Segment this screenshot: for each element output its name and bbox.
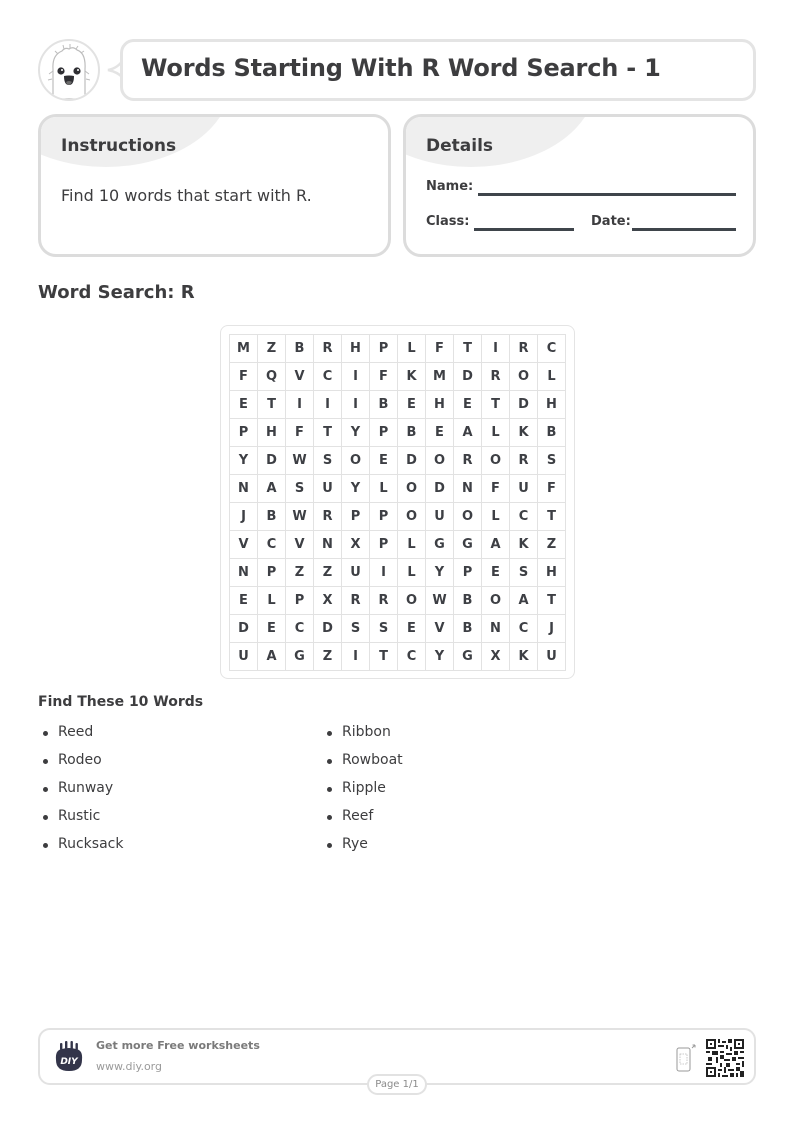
grid-cell[interactable]: O: [482, 447, 510, 475]
word-list-right: [322, 722, 403, 862]
grid-cell[interactable]: S: [342, 615, 370, 643]
page-title: Words Starting With R Word Search - 1: [141, 54, 661, 82]
grid-cell[interactable]: Y: [426, 559, 454, 587]
grid-cell[interactable]: Z: [286, 559, 314, 587]
instructions-text: Find 10 words that start with R.: [61, 186, 312, 205]
grid-cell[interactable]: B: [398, 419, 426, 447]
grid-cell[interactable]: S: [510, 559, 538, 587]
grid-cell[interactable]: E: [454, 391, 482, 419]
grid-cell[interactable]: J: [538, 615, 566, 643]
word-list-left: [38, 722, 123, 862]
word-search-panel: [220, 325, 575, 679]
grid-cell[interactable]: P: [342, 503, 370, 531]
instructions-heading: Instructions: [61, 136, 177, 156]
grid-cell[interactable]: C: [286, 615, 314, 643]
grid-cell[interactable]: O: [454, 503, 482, 531]
grid-cell[interactable]: U: [538, 643, 566, 671]
grid-cell[interactable]: X: [314, 587, 342, 615]
word-item: Reef: [322, 806, 403, 834]
grid-cell[interactable]: Q: [258, 363, 286, 391]
grid-cell[interactable]: M: [426, 363, 454, 391]
grid-cell[interactable]: I: [314, 391, 342, 419]
grid-cell[interactable]: G: [426, 531, 454, 559]
grid-cell[interactable]: C: [538, 335, 566, 363]
details-heading: Details: [426, 136, 494, 156]
grid-cell[interactable]: C: [510, 615, 538, 643]
grid-cell[interactable]: E: [258, 615, 286, 643]
grid-cell[interactable]: L: [482, 503, 510, 531]
grid-cell[interactable]: D: [454, 363, 482, 391]
grid-cell[interactable]: N: [230, 475, 258, 503]
grid-cell[interactable]: B: [454, 615, 482, 643]
mascot-avatar: [38, 39, 100, 101]
grid-cell[interactable]: V: [286, 531, 314, 559]
grid-cell[interactable]: O: [398, 475, 426, 503]
page-indicator: Page 1/1: [367, 1074, 427, 1095]
grid-cell[interactable]: T: [454, 335, 482, 363]
grid-cell[interactable]: L: [398, 531, 426, 559]
grid-cell[interactable]: N: [314, 531, 342, 559]
grid-cell[interactable]: A: [510, 587, 538, 615]
grid-cell[interactable]: R: [482, 363, 510, 391]
grid-cell[interactable]: Z: [538, 531, 566, 559]
grid-cell[interactable]: J: [230, 503, 258, 531]
grid-cell[interactable]: G: [454, 531, 482, 559]
grid-cell[interactable]: T: [314, 419, 342, 447]
grid-cell[interactable]: R: [370, 587, 398, 615]
details-card: [403, 114, 756, 257]
grid-cell[interactable]: F: [370, 363, 398, 391]
grid-cell[interactable]: Z: [258, 335, 286, 363]
grid-cell[interactable]: L: [370, 475, 398, 503]
grid-cell[interactable]: U: [342, 559, 370, 587]
grid-cell[interactable]: L: [258, 587, 286, 615]
title-banner: [120, 39, 756, 101]
grid-cell[interactable]: B: [454, 587, 482, 615]
grid-cell[interactable]: R: [454, 447, 482, 475]
word-item: Ribbon: [322, 722, 403, 750]
grid-cell[interactable]: R: [510, 447, 538, 475]
grid-cell[interactable]: E: [398, 391, 426, 419]
grid-cell[interactable]: R: [314, 335, 342, 363]
grid-cell[interactable]: P: [258, 559, 286, 587]
word-search-grid: [229, 334, 566, 671]
grid-cell[interactable]: I: [342, 363, 370, 391]
grid-cell[interactable]: C: [398, 643, 426, 671]
yeti-mascot-icon: [40, 41, 98, 99]
grid-cell[interactable]: W: [426, 587, 454, 615]
grid-cell[interactable]: Y: [342, 475, 370, 503]
grid-cell[interactable]: D: [230, 615, 258, 643]
grid-cell[interactable]: V: [426, 615, 454, 643]
grid-cell[interactable]: E: [398, 615, 426, 643]
grid-cell[interactable]: B: [258, 503, 286, 531]
grid-cell[interactable]: P: [454, 559, 482, 587]
grid-cell[interactable]: V: [230, 531, 258, 559]
grid-cell[interactable]: F: [482, 475, 510, 503]
grid-cell[interactable]: Y: [342, 419, 370, 447]
grid-cell[interactable]: E: [230, 587, 258, 615]
grid-cell[interactable]: A: [258, 475, 286, 503]
grid-cell[interactable]: O: [398, 587, 426, 615]
grid-cell[interactable]: R: [314, 503, 342, 531]
phone-scan-icon: [676, 1043, 698, 1073]
grid-cell[interactable]: L: [538, 363, 566, 391]
grid-cell[interactable]: S: [370, 615, 398, 643]
svg-text:DIY: DIY: [60, 1057, 78, 1067]
grid-cell[interactable]: G: [286, 643, 314, 671]
grid-cell[interactable]: H: [538, 391, 566, 419]
name-label: Name:: [426, 179, 474, 194]
word-list-heading: Find These 10 Words: [38, 694, 204, 710]
grid-cell[interactable]: Z: [314, 559, 342, 587]
grid-cell[interactable]: H: [538, 559, 566, 587]
grid-cell[interactable]: A: [258, 643, 286, 671]
grid-cell[interactable]: B: [538, 419, 566, 447]
grid-cell[interactable]: F: [286, 419, 314, 447]
grid-cell[interactable]: E: [426, 419, 454, 447]
grid-cell[interactable]: R: [510, 335, 538, 363]
grid-cell[interactable]: Y: [426, 643, 454, 671]
grid-cell[interactable]: B: [370, 391, 398, 419]
word-item: Reed: [38, 722, 123, 750]
grid-cell[interactable]: A: [454, 419, 482, 447]
grid-cell[interactable]: D: [426, 475, 454, 503]
grid-cell[interactable]: K: [510, 419, 538, 447]
grid-cell[interactable]: D: [314, 615, 342, 643]
grid-cell[interactable]: P: [286, 587, 314, 615]
grid-cell[interactable]: T: [482, 391, 510, 419]
grid-cell[interactable]: T: [370, 643, 398, 671]
grid-cell[interactable]: S: [286, 475, 314, 503]
word-item: Ripple: [322, 778, 403, 806]
grid-cell[interactable]: F: [230, 363, 258, 391]
grid-cell[interactable]: S: [314, 447, 342, 475]
grid-cell[interactable]: M: [230, 335, 258, 363]
grid-cell[interactable]: Y: [230, 447, 258, 475]
grid-cell[interactable]: K: [510, 531, 538, 559]
grid-cell[interactable]: D: [510, 391, 538, 419]
grid-cell[interactable]: I: [342, 391, 370, 419]
grid-cell[interactable]: L: [482, 419, 510, 447]
instructions-card: [38, 114, 391, 257]
grid-cell[interactable]: O: [342, 447, 370, 475]
grid-cell[interactable]: P: [370, 335, 398, 363]
class-label: Class:: [426, 214, 470, 229]
class-field[interactable]: [474, 228, 574, 231]
grid-cell[interactable]: B: [286, 335, 314, 363]
grid-cell[interactable]: I: [286, 391, 314, 419]
grid-cell[interactable]: Z: [314, 643, 342, 671]
grid-cell[interactable]: I: [342, 643, 370, 671]
grid-cell[interactable]: U: [510, 475, 538, 503]
grid-cell[interactable]: A: [482, 531, 510, 559]
word-item: Rucksack: [38, 834, 123, 862]
grid-cell[interactable]: D: [398, 447, 426, 475]
grid-cell[interactable]: N: [230, 559, 258, 587]
grid-cell[interactable]: T: [538, 503, 566, 531]
footer-url-link[interactable]: www.diy.org: [96, 1060, 162, 1073]
grid-cell[interactable]: N: [454, 475, 482, 503]
grid-cell[interactable]: H: [258, 419, 286, 447]
qr-code-icon[interactable]: [706, 1039, 744, 1077]
grid-cell[interactable]: G: [454, 643, 482, 671]
grid-cell[interactable]: V: [286, 363, 314, 391]
grid-cell[interactable]: W: [286, 447, 314, 475]
grid-cell[interactable]: U: [314, 475, 342, 503]
grid-cell[interactable]: C: [314, 363, 342, 391]
grid-cell[interactable]: L: [398, 559, 426, 587]
grid-cell[interactable]: I: [370, 559, 398, 587]
grid-cell[interactable]: K: [398, 363, 426, 391]
diy-logo-icon[interactable]: [52, 1040, 86, 1074]
grid-cell[interactable]: P: [370, 531, 398, 559]
grid-cell[interactable]: U: [426, 503, 454, 531]
word-item: Rye: [322, 834, 403, 862]
grid-cell[interactable]: C: [510, 503, 538, 531]
grid-cell[interactable]: T: [538, 587, 566, 615]
grid-cell[interactable]: F: [426, 335, 454, 363]
grid-cell[interactable]: O: [482, 587, 510, 615]
grid-cell[interactable]: W: [286, 503, 314, 531]
grid-cell[interactable]: X: [482, 643, 510, 671]
grid-cell[interactable]: S: [538, 447, 566, 475]
name-field[interactable]: [478, 193, 736, 196]
word-item: Rustic: [38, 806, 123, 834]
grid-cell[interactable]: P: [370, 419, 398, 447]
grid-cell[interactable]: R: [342, 587, 370, 615]
word-search-heading: Word Search: R: [38, 282, 195, 303]
grid-cell[interactable]: N: [482, 615, 510, 643]
grid-cell[interactable]: X: [342, 531, 370, 559]
grid-cell[interactable]: H: [426, 391, 454, 419]
date-field[interactable]: [632, 228, 736, 231]
footer-promo-text: Get more Free worksheets: [96, 1039, 260, 1052]
word-item: Rowboat: [322, 750, 403, 778]
grid-cell[interactable]: F: [538, 475, 566, 503]
grid-cell[interactable]: E: [370, 447, 398, 475]
grid-cell[interactable]: O: [426, 447, 454, 475]
grid-cell[interactable]: H: [342, 335, 370, 363]
grid-cell[interactable]: P: [370, 503, 398, 531]
grid-cell[interactable]: K: [510, 643, 538, 671]
grid-cell[interactable]: O: [398, 503, 426, 531]
grid-cell[interactable]: E: [482, 559, 510, 587]
grid-cell[interactable]: O: [510, 363, 538, 391]
grid-cell[interactable]: E: [230, 391, 258, 419]
date-label: Date:: [591, 214, 631, 229]
grid-cell[interactable]: P: [230, 419, 258, 447]
word-item: Rodeo: [38, 750, 123, 778]
grid-cell[interactable]: T: [258, 391, 286, 419]
word-item: Runway: [38, 778, 123, 806]
grid-cell[interactable]: D: [258, 447, 286, 475]
grid-cell[interactable]: U: [230, 643, 258, 671]
grid-cell[interactable]: C: [258, 531, 286, 559]
grid-cell[interactable]: L: [398, 335, 426, 363]
grid-cell[interactable]: I: [482, 335, 510, 363]
